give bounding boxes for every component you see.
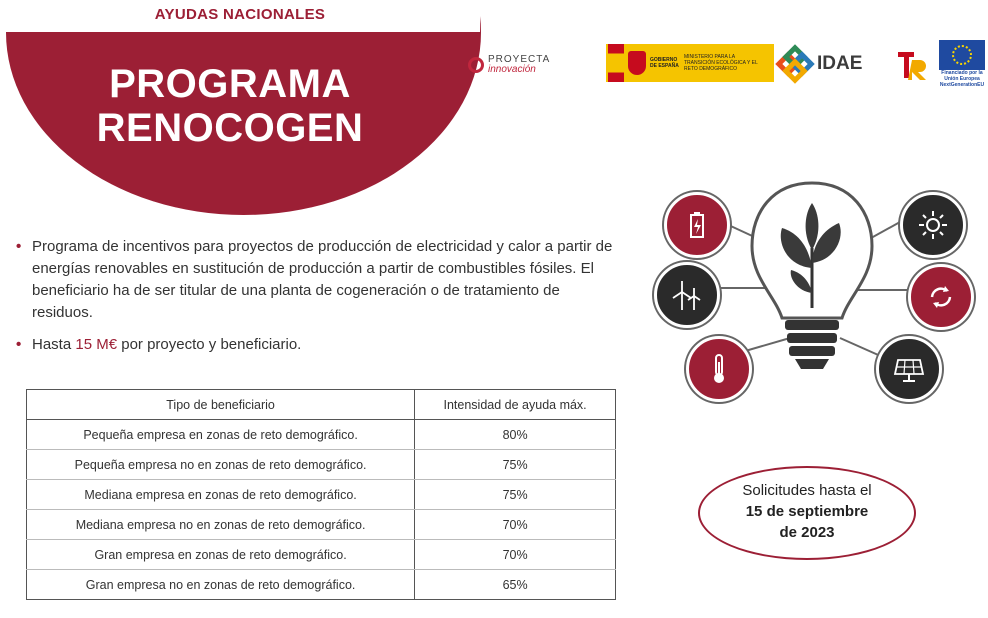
beneficiary-type: Gran empresa no en zonas de reto demográfico. <box>27 570 415 600</box>
table-row <box>27 510 616 540</box>
aid-intensity: 70% <box>415 540 616 570</box>
table-header-row <box>27 390 616 420</box>
column-header: Intensidad de ayuda máx. <box>415 390 616 420</box>
sun-icon <box>900 192 966 258</box>
idae-logo <box>778 44 862 84</box>
aid-intensity: 70% <box>415 510 616 540</box>
bullet-item-amount <box>14 334 624 356</box>
aid-intensity: 80% <box>415 420 616 450</box>
table-row <box>27 480 616 510</box>
aid-intensity: 75% <box>415 480 616 510</box>
aid-intensity: 65% <box>415 570 616 600</box>
bullet-text: Programa de incentivos para proyectos de producción de electricidad y calor a partir de energías renovables en sustitución de producción a partir de combustibles fósiles. El beneficiario ha de ser titular de una planta de cogeneración o de tratamiento de residuos. <box>32 238 613 321</box>
eu-funding-label: Financiado por la Unión Europea NextGenerationEU <box>939 70 985 88</box>
program-title <box>80 62 380 150</box>
proyecta-logo-icon <box>468 57 484 73</box>
idae-diamond-icon <box>778 47 812 81</box>
table-row <box>27 570 616 600</box>
ministerio-label: MINISTERIO PARA LA TRANSICIÓN ECOLÓGICA Y EL RETO DEMOGRÁFICO <box>684 54 758 72</box>
table-row <box>27 540 616 570</box>
table-row <box>27 450 616 480</box>
beneficiary-type: Mediana empresa en zonas de reto demográfico. <box>27 480 415 510</box>
program-title-line1: PROGRAMA <box>109 62 351 106</box>
beneficiary-type: Mediana empresa no en zonas de reto demográfico. <box>27 510 415 540</box>
table-row <box>27 420 616 450</box>
deadline-line1: Solicitudes hasta el <box>742 482 872 499</box>
beneficiary-type: Pequeña empresa en zonas de reto demográfico. <box>27 420 415 450</box>
coat-of-arms-icon <box>628 51 646 75</box>
recycle-icon <box>908 264 974 330</box>
gobierno-espana-logo <box>606 44 774 82</box>
eu-flag-icon <box>939 40 985 70</box>
spain-flag-icon <box>608 44 624 82</box>
proyecta-innovacion-logo <box>468 54 550 76</box>
thermometer-icon <box>686 336 752 402</box>
solar-panel-icon <box>876 336 942 402</box>
deadline-badge <box>698 466 916 560</box>
proyecta-logo-line2: innovación <box>488 64 536 75</box>
program-description <box>14 236 624 356</box>
bullet-suffix: por proyecto y beneficiario. <box>121 336 302 353</box>
idae-wordmark: IDAE <box>817 53 863 74</box>
bullet-prefix: Hasta <box>32 336 72 353</box>
max-amount: 15 M€ <box>75 336 118 353</box>
energy-illustration <box>650 178 970 398</box>
deadline-year: de 2023 <box>779 524 835 541</box>
tr-mark-icon <box>896 48 930 82</box>
aid-intensity: 75% <box>415 450 616 480</box>
section-kicker: AYUDAS NACIONALES <box>154 6 326 23</box>
plan-recuperacion-logo <box>896 48 930 82</box>
program-title-line2: RENOCOGEN <box>96 106 364 150</box>
bullet-dot-icon: • <box>16 238 22 255</box>
beneficiary-type: Gran empresa en zonas de reto demográfico. <box>27 540 415 570</box>
beneficiary-type: Pequeña empresa no en zonas de reto demográfico. <box>27 450 415 480</box>
bullet-item-description <box>14 236 624 324</box>
proyecta-logo-line1: PROYECTA <box>488 54 551 65</box>
gobierno-label: GOBIERNO DE ESPAÑA <box>650 57 679 69</box>
bullet-dot-icon: • <box>16 336 22 353</box>
battery-icon <box>664 192 730 258</box>
deadline-date: 15 de septiembre <box>745 503 869 520</box>
aid-intensity-table <box>26 389 616 600</box>
wind-turbine-icon <box>654 262 720 328</box>
eu-nextgen-logo <box>938 40 986 98</box>
column-header: Tipo de beneficiario <box>27 390 415 420</box>
lightbulb-plant-icon <box>747 178 877 378</box>
